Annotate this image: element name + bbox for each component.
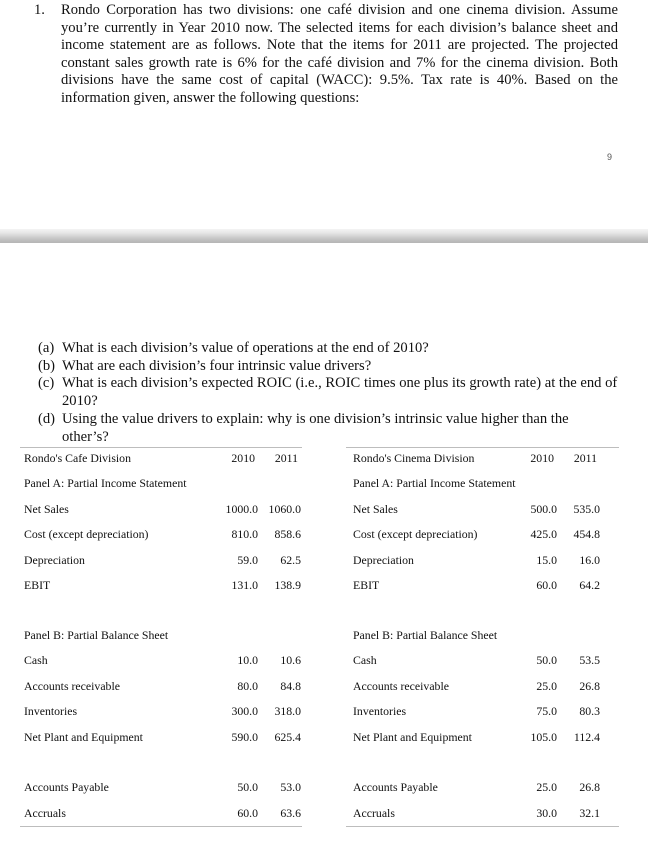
row-label: Accounts Payable bbox=[24, 780, 109, 794]
value-2011: 138.9 bbox=[274, 578, 301, 592]
value-2011: 535.0 bbox=[573, 502, 600, 516]
row-label: Inventories bbox=[24, 704, 78, 718]
row-label: Accruals bbox=[353, 806, 395, 820]
question-text: Rondo Corporation has two divisions: one café division and one cinema division. Assume you’re currently in Year 2010 now. The selected items for each division’s balance sheet and income statement are as follows. Note that the items for 2011 are projected. The projected constant sales growth rate is 6% for the café division and 7% for the cinema division. Both divisions have the same cost of capital (WACC): 9.5%. Tax rate is 40%. Based on the information given, answer the following questions: bbox=[61, 2, 618, 106]
value-2010: 60.0 bbox=[536, 578, 557, 592]
sub-question-b bbox=[38, 358, 618, 376]
sub-question-label: (d) bbox=[38, 410, 56, 427]
question-1 bbox=[34, 2, 618, 108]
sub-question-text: What is each division’s expected ROIC (i.e., ROIC times one plus its growth rate) at the end of 2010? bbox=[62, 375, 618, 410]
value-2010: 500.0 bbox=[530, 502, 557, 516]
value-2011: 10.6 bbox=[280, 653, 301, 667]
row-label: Cash bbox=[24, 653, 48, 667]
value-2010: 50.0 bbox=[536, 653, 557, 667]
row-label: Accounts receivable bbox=[353, 679, 449, 693]
row-label: Accounts receivable bbox=[24, 679, 120, 693]
value-2011: 112.4 bbox=[573, 730, 600, 744]
panel-a-heading: Panel A: Partial Income Statement bbox=[24, 476, 187, 490]
value-2011: 26.8 bbox=[579, 780, 600, 794]
sub-question-text: What are each division’s four intrinsic value drivers? bbox=[62, 357, 372, 374]
value-2010: 80.0 bbox=[237, 679, 258, 693]
value-2010: 25.0 bbox=[536, 679, 557, 693]
sub-question-a bbox=[38, 340, 618, 358]
row-label: Net Plant and Equipment bbox=[353, 730, 472, 744]
value-2011: 64.2 bbox=[579, 578, 600, 592]
panel-b-heading: Panel B: Partial Balance Sheet bbox=[353, 628, 498, 642]
value-2011: 32.1 bbox=[579, 806, 600, 820]
sub-question-label: (a) bbox=[38, 340, 55, 356]
row-label: Net Sales bbox=[24, 502, 69, 516]
value-2011: 53.0 bbox=[280, 780, 301, 794]
value-2011: 1060.0 bbox=[268, 502, 301, 516]
row-label: Net Sales bbox=[353, 502, 398, 516]
table-title: Rondo's Cinema Division bbox=[353, 451, 475, 465]
year-header-2010: 2010 bbox=[530, 451, 554, 465]
value-2011: 53.5 bbox=[579, 653, 600, 667]
year-header-2011: 2011 bbox=[573, 451, 597, 465]
row-label: EBIT bbox=[24, 578, 51, 592]
value-2010: 425.0 bbox=[530, 527, 557, 541]
page-divider bbox=[0, 229, 648, 243]
row-label: Net Plant and Equipment bbox=[24, 730, 143, 744]
value-2010: 1000.0 bbox=[225, 502, 258, 516]
value-2011: 16.0 bbox=[579, 553, 600, 567]
table-rule-top bbox=[346, 447, 619, 448]
row-label: Inventories bbox=[353, 704, 407, 718]
value-2010: 105.0 bbox=[530, 730, 557, 744]
table-rule-bottom bbox=[346, 826, 619, 827]
row-label: Depreciation bbox=[24, 553, 85, 567]
value-2010: 60.0 bbox=[237, 806, 258, 820]
row-label: Accruals bbox=[24, 806, 66, 820]
value-2010: 75.0 bbox=[536, 704, 557, 718]
table-rule-bottom bbox=[20, 826, 302, 827]
row-label: Cost (except depreciation) bbox=[24, 527, 149, 541]
row-label: Cost (except depreciation) bbox=[353, 527, 478, 541]
sub-question-label: (b) bbox=[38, 357, 56, 374]
value-2011: 62.5 bbox=[280, 553, 301, 567]
value-2010: 59.0 bbox=[237, 553, 258, 567]
value-2010: 300.0 bbox=[231, 704, 258, 718]
cinema-division-table bbox=[346, 447, 619, 827]
value-2011: 84.8 bbox=[280, 679, 301, 693]
sub-questions bbox=[38, 340, 618, 446]
value-2010: 15.0 bbox=[536, 553, 557, 567]
year-header-2010: 2010 bbox=[231, 451, 255, 465]
sub-question-c bbox=[38, 375, 618, 410]
value-2010: 131.0 bbox=[231, 578, 258, 592]
sub-question-d bbox=[38, 411, 618, 446]
value-2011: 26.8 bbox=[579, 679, 600, 693]
value-2010: 10.0 bbox=[237, 653, 258, 667]
value-2011: 318.0 bbox=[274, 704, 301, 718]
panel-b-heading: Panel B: Partial Balance Sheet bbox=[24, 628, 169, 642]
value-2011: 858.6 bbox=[274, 527, 301, 541]
sub-question-text: Using the value drivers to explain: why is one division’s intrinsic value higher than the other’s? bbox=[62, 410, 569, 445]
value-2011: 63.6 bbox=[280, 806, 301, 820]
value-2010: 50.0 bbox=[237, 780, 258, 794]
year-header-2011: 2011 bbox=[274, 451, 298, 465]
panel-a-heading: Panel A: Partial Income Statement bbox=[353, 476, 516, 490]
value-2010: 30.0 bbox=[536, 806, 557, 820]
cafe-division-table bbox=[20, 447, 302, 827]
value-2011: 625.4 bbox=[274, 730, 301, 744]
table-title: Rondo's Cafe Division bbox=[24, 451, 131, 465]
value-2011: 80.3 bbox=[579, 704, 600, 718]
value-2010: 590.0 bbox=[231, 730, 258, 744]
page-number: 9 bbox=[607, 152, 613, 162]
sub-question-label: (c) bbox=[38, 375, 55, 392]
value-2011: 454.8 bbox=[573, 527, 600, 541]
value-2010: 25.0 bbox=[536, 780, 557, 794]
table-rule-top bbox=[20, 447, 302, 448]
sub-question-text: What is each division’s value of operations at the end of 2010? bbox=[62, 340, 429, 356]
row-label: EBIT bbox=[353, 578, 380, 592]
value-2010: 810.0 bbox=[231, 527, 258, 541]
row-label: Cash bbox=[353, 653, 377, 667]
row-label: Accounts Payable bbox=[353, 780, 438, 794]
question-number: 1. bbox=[34, 2, 45, 18]
row-label: Depreciation bbox=[353, 553, 414, 567]
